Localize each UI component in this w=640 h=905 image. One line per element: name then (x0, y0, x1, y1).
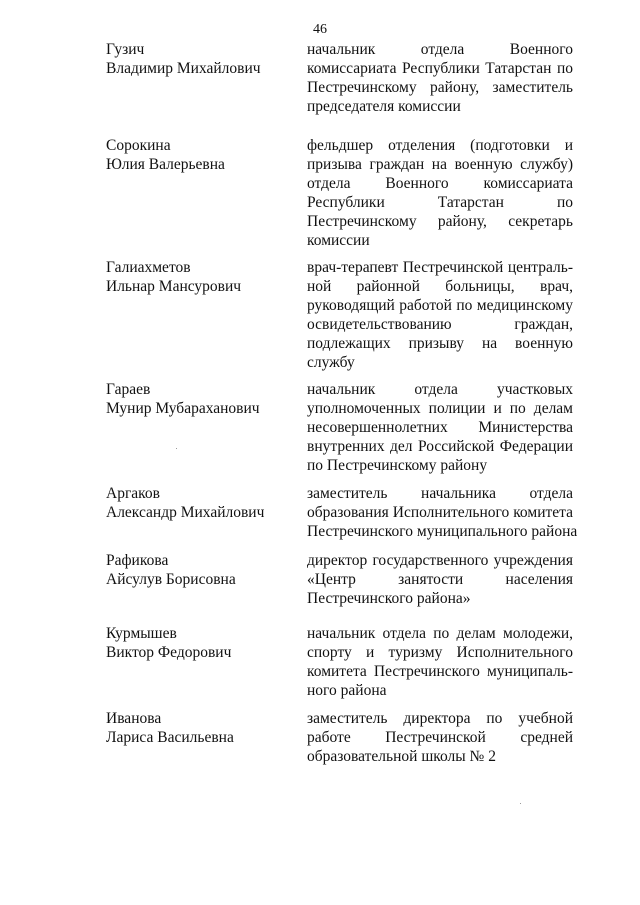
role-line: освидетельствованию граждан, (307, 316, 573, 333)
role-line: отдела Военного комиссариата (307, 175, 573, 192)
role-line: ной районной больницы, врач, (307, 278, 573, 295)
role-line: образовательной школы № 2 (307, 748, 496, 765)
member-surname: Сорокина (106, 137, 171, 154)
role-line: «Центр занятости населения (307, 571, 573, 588)
member-name (106, 709, 291, 747)
role-line: ного района (307, 682, 387, 699)
role-line: комиссариата Республики Татарстан по (307, 60, 573, 77)
member-surname: Гузич (106, 41, 145, 58)
scan-speck (520, 803, 521, 804)
member-surname: Аргаков (106, 485, 160, 502)
role-line: Пестречинскому району, секретарь (307, 213, 573, 230)
role-line: заместитель директора по учебной (307, 710, 573, 727)
member-given-name: Мунир Мубараханович (106, 400, 260, 417)
member-role (307, 551, 573, 608)
member-given-name: Айсулув Борисовна (106, 571, 236, 588)
member-name (106, 136, 291, 174)
member-name (106, 484, 291, 522)
role-line: спорту и туризму Исполнительного (307, 644, 573, 661)
role-line: директор государственного учреждения (307, 552, 573, 569)
role-line: Пестречинского муниципального района (307, 523, 578, 540)
role-line: по Пестречинскому району (307, 457, 488, 474)
role-line: заместитель начальника отдела (307, 485, 573, 502)
member-surname: Курмышев (106, 625, 177, 642)
member-given-name: Юлия Валерьевна (106, 156, 225, 173)
member-surname: Гараев (106, 381, 151, 398)
member-name (106, 380, 291, 418)
member-surname: Рафикова (106, 552, 169, 569)
member-surname: Иванова (106, 710, 162, 727)
role-line: уполномоченных полиции и по делам (307, 400, 573, 417)
member-name (106, 551, 291, 589)
role-line: председателя комиссии (307, 98, 461, 115)
member-name (106, 258, 291, 296)
member-name (106, 40, 291, 78)
role-line: начальник отдела по делам молодежи, (307, 625, 573, 642)
role-line: работе Пестречинской средней (307, 729, 573, 746)
member-given-name: Ильнар Мансурович (106, 278, 242, 295)
member-role (307, 40, 573, 116)
role-line: Пестречинскому району, заместитель (307, 79, 573, 96)
member-name (106, 624, 291, 662)
role-line: службу (307, 354, 355, 371)
role-line: Пестречинского района» (307, 590, 471, 607)
member-role (307, 624, 573, 700)
role-line: Республики Татарстан по (307, 194, 573, 211)
role-line: фельдшер отделения (подготовки и (307, 137, 573, 154)
role-line: комитета Пестречинского муниципаль- (307, 663, 573, 680)
role-line: начальник отдела участковых (307, 381, 573, 398)
role-line: внутренних дел Российской Федерации (307, 438, 573, 455)
role-line: руководящий работой по медицинскому (307, 297, 573, 314)
member-role (307, 709, 573, 766)
member-given-name: Виктор Федорович (106, 644, 232, 661)
role-line: образования Исполнительного комитета (307, 504, 573, 521)
role-line: подлежащих призыву на военную (307, 335, 573, 352)
member-role (307, 258, 573, 372)
member-role (307, 380, 573, 475)
member-given-name: Лариса Васильевна (106, 729, 234, 746)
role-line: начальник отдела Военного (307, 41, 573, 58)
member-given-name: Владимир Михайлович (106, 60, 261, 77)
member-role (307, 484, 578, 541)
member-given-name: Александр Михайлович (106, 504, 265, 521)
member-role (307, 136, 573, 250)
member-surname: Галиахметов (106, 259, 191, 276)
page-number: 46 (313, 22, 327, 37)
role-line: призыва граждан на военную службу) (307, 156, 573, 173)
role-line: комиссии (307, 232, 370, 249)
role-line: несовершеннолетних Министерства (307, 419, 573, 436)
scan-speck (176, 448, 177, 449)
role-line: врач-терапевт Пестречинской централь- (307, 259, 573, 276)
